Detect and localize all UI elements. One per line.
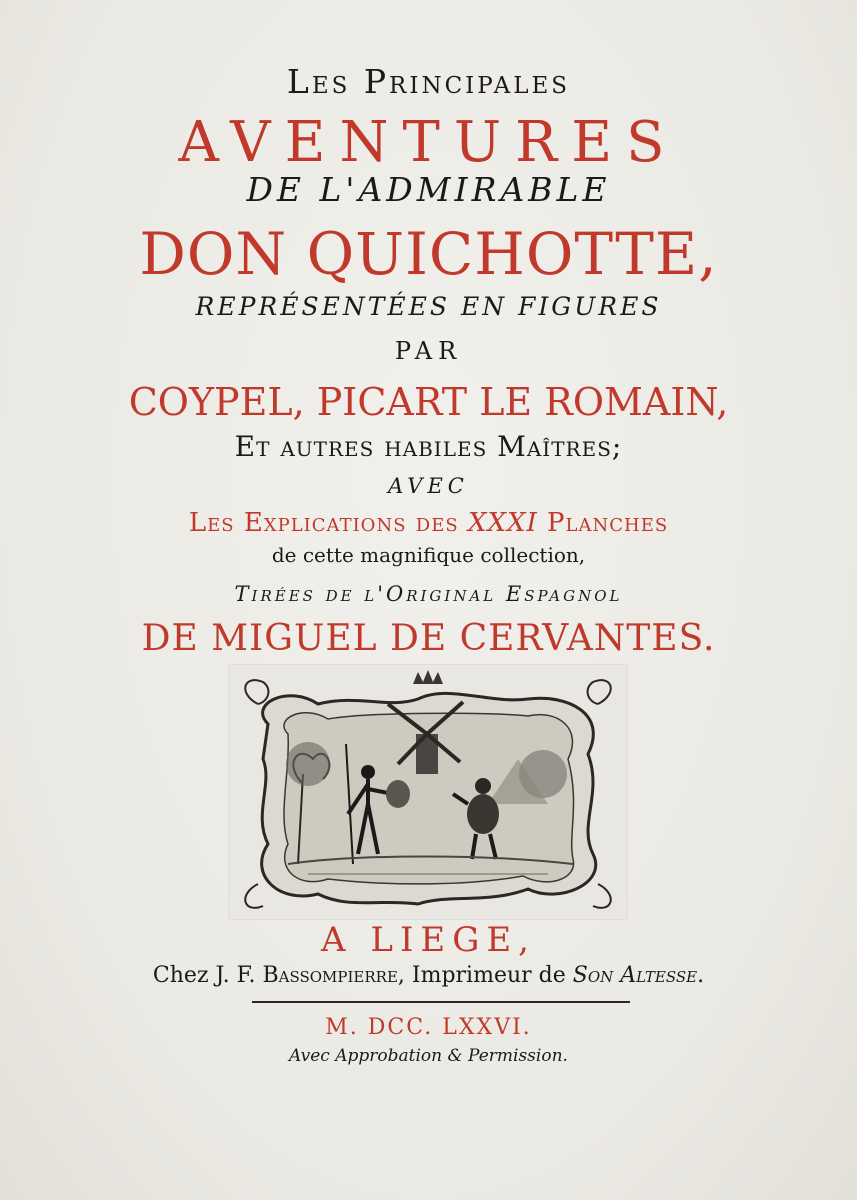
subtitle-representees: REPRÉSENTÉES EN FIGURES [195, 292, 662, 321]
printer-line [0, 963, 857, 988]
printer-patron: Son Altesse [572, 963, 698, 988]
printer-name: Bassompierre [262, 963, 398, 988]
printer-part-a: Chez J. F. [152, 963, 263, 988]
heading-don-quichotte: DON QUICHOTTE, [139, 220, 718, 288]
divider-rule [252, 1001, 630, 1003]
subtitle-par: PAR [394, 337, 463, 365]
explications-numeral: XXXI [467, 508, 538, 538]
other-masters-line: Et autres habiles Maîtres; [234, 430, 623, 463]
printer-part-c: , Imprimeur de [397, 963, 573, 988]
avec-line: AVEC [388, 474, 469, 498]
original-line: Tirées de l'Original Espagnol [234, 582, 623, 606]
artists-line: COYPEL, PICART LE ROMAIN, [128, 380, 729, 424]
collection-line: de cette magnifique collection, [271, 543, 586, 567]
year-line: M. DCC. LXXVI. [325, 1015, 532, 1040]
windmill-engraving-icon [228, 664, 628, 920]
approbation-line: Avec Approbation & Permission. [289, 1046, 568, 1066]
explications-line [0, 508, 857, 538]
heading-aventures: AVENTURES [178, 110, 679, 175]
explications-part2: Planches [537, 508, 669, 538]
printer-part-e: . [697, 963, 705, 988]
author-line: DE MIGUEL DE CERVANTES. [141, 618, 716, 659]
explications-part1: Les Explications des [188, 508, 468, 538]
city-liege: A LIEGE, [321, 920, 536, 960]
heading-les-principales: Les Principales [286, 62, 571, 101]
heading-de-ladmirable: DE L'ADMIRABLE [246, 170, 611, 209]
